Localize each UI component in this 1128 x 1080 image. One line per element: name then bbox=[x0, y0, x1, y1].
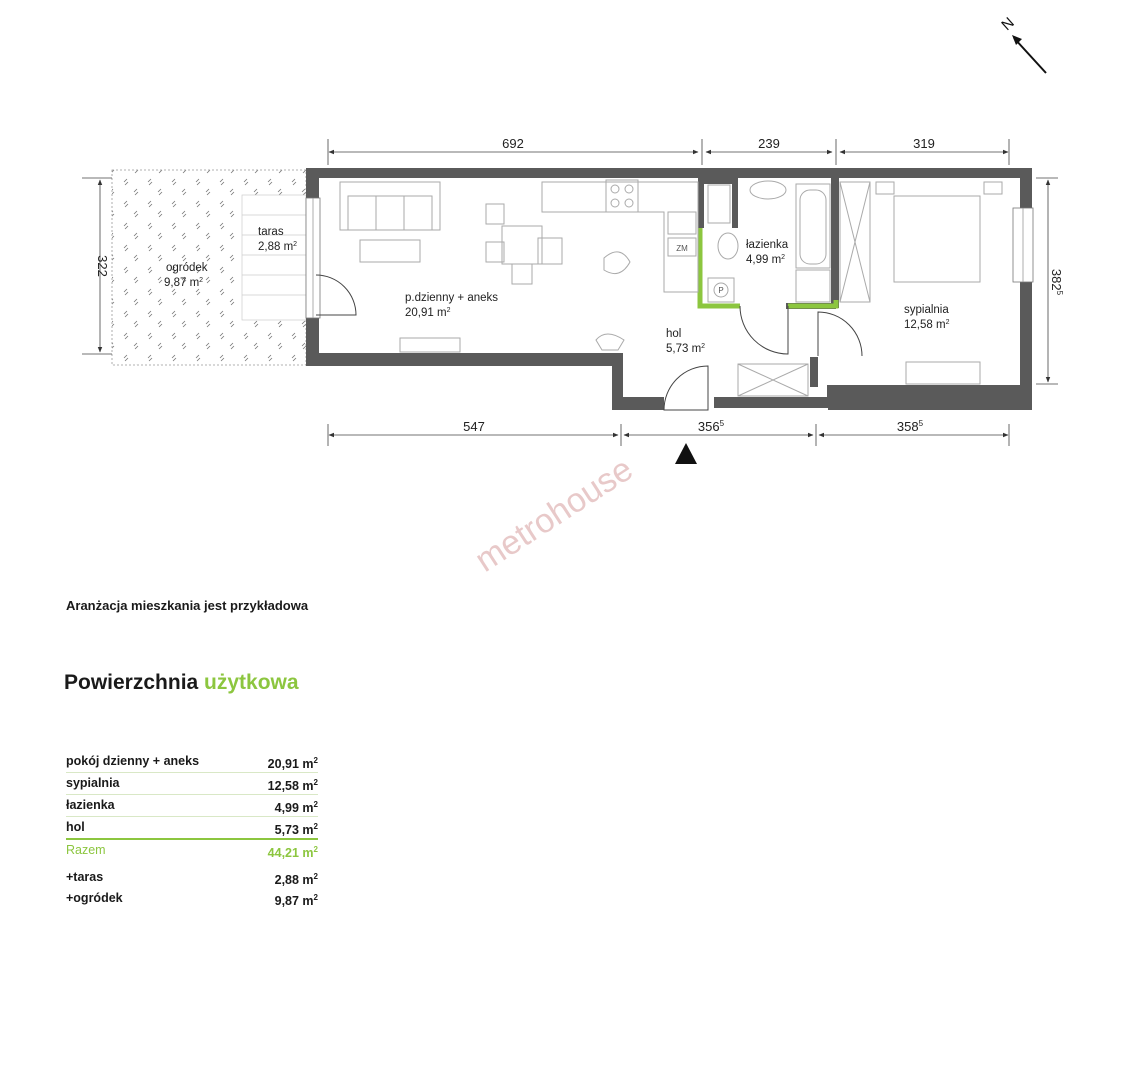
dim-top-1: 692 bbox=[502, 136, 524, 151]
row-label: +taras bbox=[66, 870, 104, 884]
watermark: metrohouse bbox=[468, 449, 640, 580]
svg-text:2,88 m2: 2,88 $m^2$ bbox=[258, 241, 298, 253]
row-value: 4,99 m bbox=[274, 801, 314, 816]
svg-text:4,99 m2: 4,99 $m^2$ bbox=[746, 254, 786, 266]
exterior-walls bbox=[306, 168, 1032, 410]
room-garden-area: 9,87 m bbox=[164, 277, 200, 289]
svg-text:3585 bbox=[897, 419, 924, 434]
dim-bottom-3-sup: 5 bbox=[918, 419, 924, 428]
row-label: łazienka bbox=[66, 798, 115, 812]
svg-text:5,73 m2: 5,73 $m^2$ bbox=[666, 343, 706, 355]
area-table bbox=[66, 751, 318, 909]
svg-text:3565 bbox=[698, 419, 725, 434]
dim-top-3: 319 bbox=[913, 136, 935, 151]
layout-note: Aranżacja mieszkania jest przykładowa bbox=[66, 598, 309, 613]
row-value: 9,87 m bbox=[274, 894, 314, 909]
dim-right-sup: 5 bbox=[1055, 290, 1064, 296]
dim-bottom-1: 547 bbox=[463, 419, 485, 434]
room-hall-name: hol bbox=[666, 328, 682, 340]
total-value: 44,21 m bbox=[267, 846, 314, 861]
row-label: sypialnia bbox=[66, 776, 120, 790]
row-value: 5,73 m bbox=[274, 823, 314, 838]
row-value: 12,58 m bbox=[267, 779, 314, 794]
room-bedroom-name: sypialnia bbox=[904, 304, 949, 316]
fixture-zm-label: ZM bbox=[676, 244, 688, 253]
table-row: łazienka 4,99 $m^2$ bbox=[66, 795, 318, 817]
garden-area bbox=[112, 170, 306, 365]
total-label: Razem bbox=[66, 843, 106, 857]
svg-text:3825 bbox=[1049, 269, 1064, 296]
room-terrace-area: 2,88 m bbox=[258, 241, 294, 253]
total-row: Razem 44,21 $m^2$ bbox=[66, 840, 318, 861]
row-value: 2,88 m bbox=[274, 873, 314, 888]
dim-top-2: 239 bbox=[758, 136, 780, 151]
area-heading bbox=[64, 671, 299, 695]
svg-text:9,87 m2: 9,87 $m^2$ bbox=[164, 277, 204, 289]
room-living-area: 20,91 m bbox=[405, 307, 447, 319]
entrance-arrow-icon bbox=[675, 443, 697, 464]
table-row: hol 5,73 $m^2$ bbox=[66, 817, 318, 840]
north-arrow-icon bbox=[998, 14, 1046, 73]
dim-left: 322 bbox=[95, 255, 110, 277]
room-bedroom-area: 12,58 m bbox=[904, 319, 946, 331]
fixture-p-label: P bbox=[718, 286, 724, 295]
doors bbox=[316, 275, 862, 410]
area-heading-accent: użytkowa bbox=[204, 671, 299, 694]
table-row: sypialnia 12,58 $m^2$ bbox=[66, 773, 318, 795]
row-label: hol bbox=[66, 820, 85, 834]
table-row: +taras 2,88 $m^2$ bbox=[66, 867, 318, 888]
room-garden-name: ogródek bbox=[166, 262, 208, 274]
area-heading-main: Powierzchnia bbox=[64, 671, 199, 694]
table-row: +ogródek 9,87 $m^2$ bbox=[66, 888, 318, 909]
dim-bottom-3: 358 bbox=[896, 419, 919, 434]
svg-text:20,91 m2: 20,91 $m^2$ bbox=[405, 307, 451, 319]
table-row: pokój dzienny + aneks 20,91 $m^2$ bbox=[66, 751, 318, 773]
dim-bottom-2: 356 bbox=[697, 419, 720, 434]
row-label: +ogródek bbox=[66, 891, 123, 905]
compass-label: N bbox=[998, 14, 1018, 35]
room-bathroom-area: 4,99 m bbox=[746, 254, 782, 266]
dim-bottom-2-sup: 5 bbox=[719, 419, 725, 428]
svg-text:12,58 m2: 12,58 $m^2$ bbox=[904, 319, 950, 331]
room-bathroom-name: łazienka bbox=[746, 239, 789, 251]
row-label: pokój dzienny + aneks bbox=[66, 754, 200, 768]
room-living-name: p.dzienny + aneks bbox=[405, 292, 499, 304]
dim-right: 382 bbox=[1049, 268, 1064, 291]
room-hall-area: 5,73 m bbox=[666, 343, 702, 355]
room-terrace-name: taras bbox=[258, 226, 284, 238]
row-value: 20,91 m bbox=[267, 757, 314, 772]
